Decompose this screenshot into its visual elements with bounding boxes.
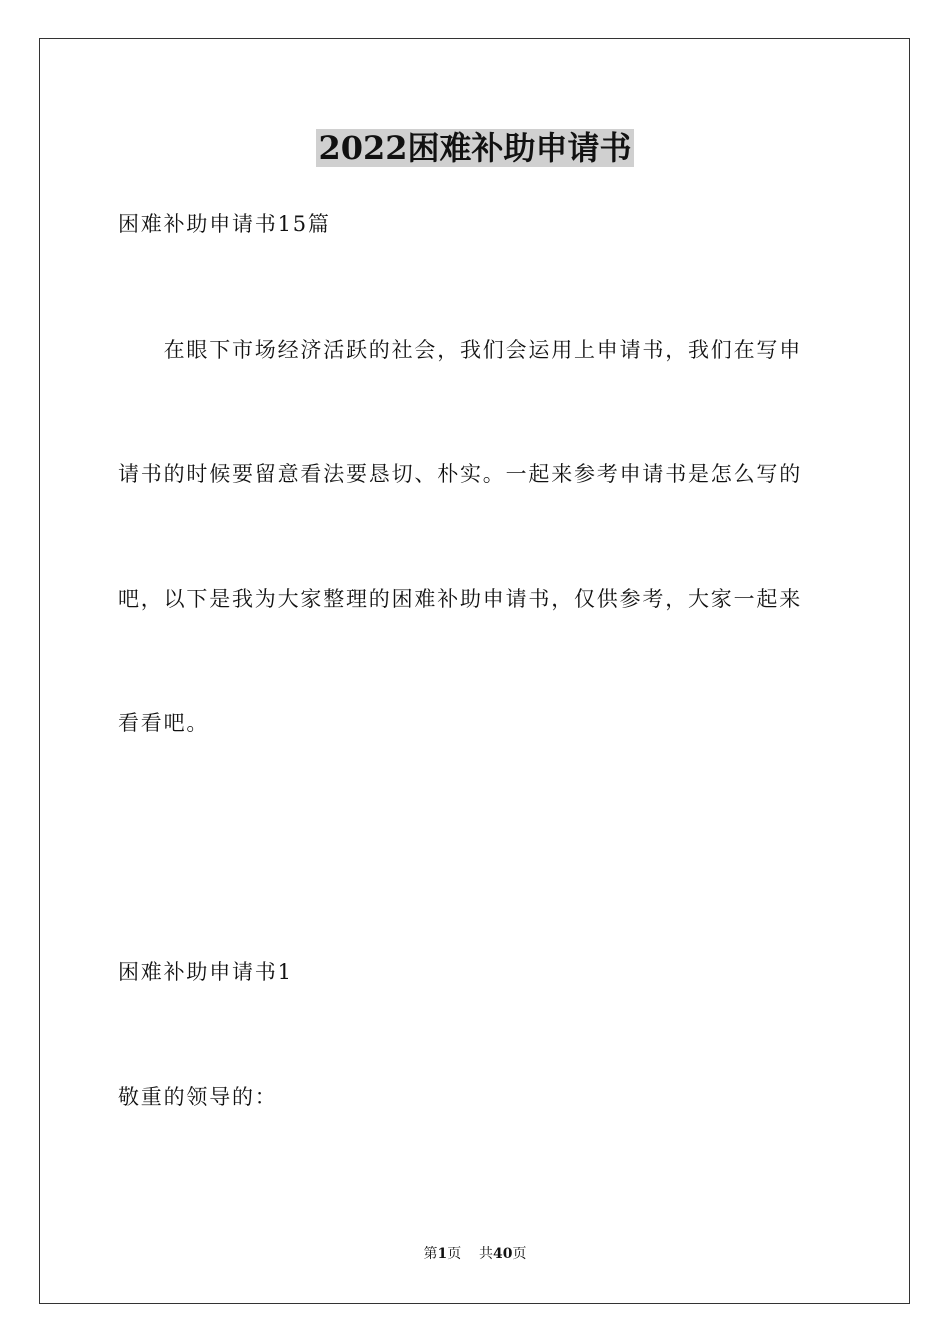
page-current: 1 [437, 1246, 448, 1262]
salutation: 敬重的领导的： [118, 1085, 278, 1109]
intro-line-4: 看看吧。 [118, 711, 210, 735]
intro-line-2: 请书的时候要留意看法要恳切、朴实。一起来参考申请书是怎么写的 [118, 462, 802, 486]
page-total: 40 [493, 1246, 513, 1262]
page-prefix: 第 [423, 1246, 438, 1262]
page-footer [0, 1245, 950, 1263]
page-suffix: 页 [447, 1246, 462, 1262]
document-title [0, 128, 950, 168]
total-suffix: 页 [512, 1246, 527, 1262]
intro-line-1: 在眼下市场经济活跃的社会，我们会运用上申请书，我们在写申 [118, 338, 802, 362]
section-heading: 困难补助申请书1 [118, 960, 293, 984]
intro-line-3: 吧，以下是我为大家整理的困难补助申请书，仅供参考，大家一起来 [118, 587, 802, 611]
document-subtitle: 困难补助申请书15篇 [118, 212, 331, 236]
total-prefix: 共 [479, 1246, 494, 1262]
document-title-text: 2022困难补助申请书 [318, 129, 632, 167]
